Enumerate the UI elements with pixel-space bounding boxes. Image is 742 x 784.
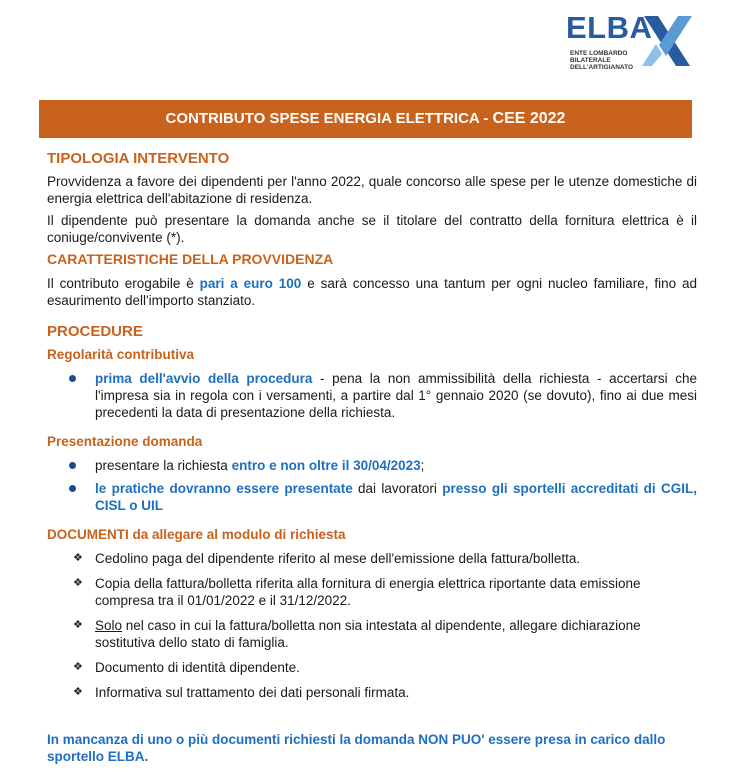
- logo-subtitle: [570, 50, 633, 71]
- text-span: ;: [420, 458, 425, 473]
- list-item: [47, 575, 697, 609]
- diamond-bullet-icon: ❖: [73, 577, 83, 589]
- text-span: presentare la richiesta: [95, 458, 232, 473]
- title-banner: [39, 100, 692, 138]
- text-span: e sarà concesso una tantum per ogni nucleo familiare, fino ad esaurimento dell'importo stanziato.: [47, 276, 697, 308]
- text-span: dai lavoratori: [352, 481, 443, 496]
- list-item: [47, 370, 697, 421]
- underlined-text: Solo: [95, 618, 123, 633]
- banner-title: CONTRIBUTO SPESE ENERGIA ELETTRICA -: [165, 110, 493, 127]
- amount-highlight: pari a euro 100: [199, 276, 302, 291]
- diamond-bullet-icon: ❖: [73, 619, 83, 631]
- caratteristiche-heading: CARATTERISTICHE DELLA PROVVIDENZA: [47, 251, 334, 267]
- bullet-icon: [69, 375, 76, 382]
- text-span: nel caso in cui la fattura/bolletta non sia intestata al dipendente, allegare dichiarazione sostitutiva dello stato di famiglia.: [95, 618, 641, 650]
- logo-wordmark: ELBA: [566, 10, 653, 45]
- deadline-highlight: entro e non oltre il 30/04/2023: [231, 458, 421, 473]
- regolarita-heading: Regolarità contributiva: [47, 347, 195, 362]
- procedure-heading: PROCEDURE: [47, 323, 143, 340]
- list-item: [47, 550, 697, 567]
- highlight-text: prima dell'avvio della procedura: [95, 371, 313, 386]
- footer-notice: In mancanza di uno o più documenti richiesti la domanda NON PUO' essere presa in carico dallo sportello ELBA.: [47, 732, 666, 764]
- tipologia-paragraph: Il dipendente può presentare la domanda anche se il titolare del contratto della fornitura elettrica è il coniuge/convivente (*).: [47, 213, 697, 245]
- diamond-bullet-icon: ❖: [73, 686, 83, 698]
- list-item: [47, 659, 697, 676]
- text-span: Cedolino paga del dipendente riferito al mese dell'emissione della fattura/bolletta.: [95, 551, 581, 566]
- caratteristiche-paragraph: [47, 275, 697, 309]
- highlight-text: le pratiche dovranno essere presentate: [95, 481, 353, 496]
- document-body: [47, 150, 697, 765]
- banner-code: CEE 2022: [492, 110, 566, 127]
- logo-sub-line: ENTE LOMBARDO: [570, 50, 628, 57]
- list-item: [47, 617, 697, 651]
- tipologia-heading: TIPOLOGIA INTERVENTO: [47, 150, 230, 167]
- documenti-heading: DOCUMENTI da allegare al modulo di richiesta: [47, 527, 346, 542]
- text-span: Documento di identità dipendente.: [95, 660, 300, 675]
- diamond-bullet-icon: ❖: [73, 661, 83, 673]
- diamond-bullet-icon: ❖: [73, 552, 83, 564]
- text-span: - pena la non ammissibilità della richiesta - accertarsi che l'impresa sia in regola con i versamenti, a partire dal 1° gennaio 2020 (se dovuto), fino ai due mesi precedenti la data di presentazione della richiesta.: [95, 371, 697, 420]
- logo-sub-line: BILATERALE: [570, 57, 611, 64]
- highlight-text: presso gli sportelli accreditati di CGIL, CISL o UIL: [95, 481, 698, 513]
- tipologia-paragraph: Provvidenza a favore dei dipendenti per l'anno 2022, quale concorso alle spese per le utenze domestiche di energia elettrica dell'abitazione di residenza.: [47, 174, 697, 206]
- list-item: [47, 684, 697, 701]
- text-span: Informativa sul trattamento dei dati personali firmata.: [95, 685, 410, 700]
- logo-x-mark-icon: [638, 12, 696, 70]
- presentazione-heading: Presentazione domanda: [47, 434, 203, 449]
- text-span: Il contributo erogabile è: [47, 276, 200, 291]
- elba-logo: [566, 10, 696, 72]
- logo-sub-line: DELL'ARTIGIANATO: [570, 64, 634, 71]
- list-item: [47, 457, 697, 474]
- list-item: [47, 480, 697, 514]
- text-span: Copia della fattura/bolletta riferita alla fornitura di energia elettrica riportante data emissione compresa tra il 01/01/2022 e il 31/12/2022.: [95, 576, 641, 608]
- bullet-icon: [69, 485, 76, 492]
- bullet-icon: [69, 462, 76, 469]
